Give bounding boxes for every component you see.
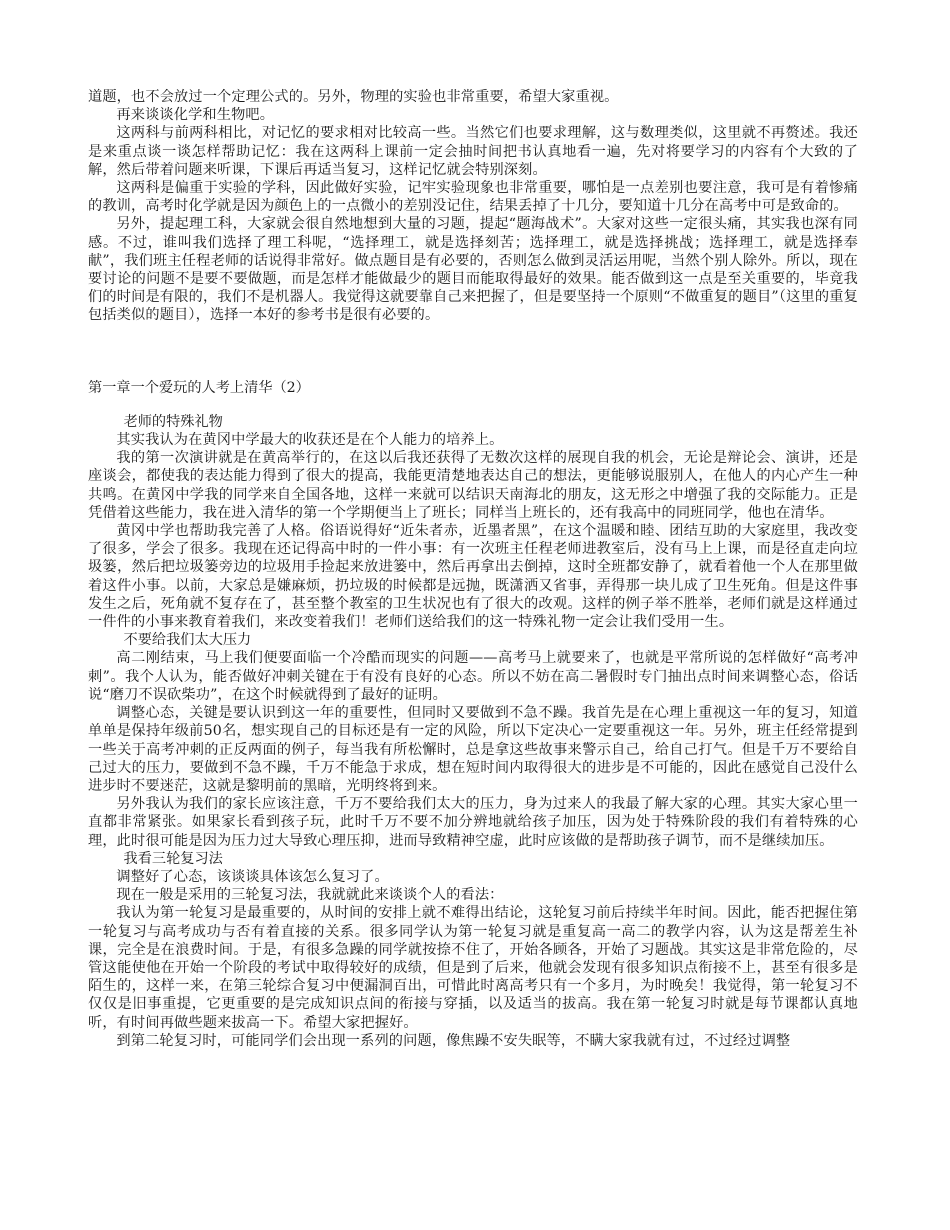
chapter-title: 第一章一个爱玩的人考上清华（2）: [88, 379, 310, 396]
paragraph: 其实我认为在黄冈中学最大的收获还是在个人能力的培养上。: [116, 432, 504, 449]
paragraph: 黄冈中学也帮助我完善了人格。俗语说得好“近朱者赤，近墨者黑”，在这个温暖和睦、团结互助的大家庭里，我改变了很多，学会了很多。我现在还记得高中时的一件小事：有一次班主任程老师进教室后，没有马上上课，而是径直走向垃圾篓，然后把垃圾篓旁边的垃圾用手捡起来放进篓中，然后再拿出去倒掉，这时全班都安静了，就看着他一个人在那里做着这件小事。以前，大家总是嫌麻烦，扔垃圾的时候都是远抛，既潇洒又省事，弄得那一块儿成了卫生死角。但是这件事发生之后，死角就不复存在了，甚至整个教室的卫生状况也有了很大的改观。这样的例子举不胜举，老师们就是这样通过一件件的小事来教育着我们，来改变着我们！老师们送给我们的这一特殊礼物一定会让我们受用一生。: [88, 523, 858, 631]
section-gap: [88, 325, 858, 379]
paragraph: 这两科是偏重于实验的学科，因此做好实验，记牢实验现象也非常重要，哪怕是一点差别也要注意，我可是有着惨痛的教训，高考时化学就是因为颜色上的一点微小的差别没记住，结果丢掉了十几分，要知道十几分在高考中可是致命的。: [88, 180, 858, 215]
paragraph: 再来谈谈化学和生物吧。: [116, 107, 275, 124]
paragraph: 我的第一次演讲就是在黄高举行的，在这以后我还获得了无数次这样的展现自我的机会，无论是辩论会、演讲，还是座谈会，都使我的表达能力得到了很大的提高，我能更清楚地表达自己的想法，更能够说服别人，在他人的内心产生一种共鸣。在黄冈中学我的同学来自全国各地，这样一来就可以结识天南海北的朋友，这无形之中增强了我的交际能力。正是凭借着这些能力，我在进入清华的第一个学期便当上了班长；同样当上班长的，还有我高中的同班同学，他也在清华。: [88, 450, 858, 521]
document-page: [88, 88, 858, 1050]
paragraph: 另外，提起理工科，大家就会很自然地想到大量的习题，提起“题海战术”。大家对这些一定很头痛，其实我也深有同感。不过，谁叫我们选择了理工科呢，“选择理工，就是选择刻苦；选择理工，就是选择挑战；选择理工，就是选择奉献”，我们班主任程老师的话说得非常好。做点题目是有必要的，否则怎么做到灵活运用呢，当然个别人除外。所以，现在要讨论的问题不是要不要做题，而是怎样才能做最少的题目而能取得最好的效果。能否做到这一点是至关重要的，毕竟我们的时间是有限的，我们不是机器人。我觉得这就要靠自己来把握了，但是要坚持一个原则“不做重复的题目”（这里的重复包括类似的题目），选择一本好的参考书是很有必要的。: [88, 216, 858, 324]
section-heading: 不要给我们太大压力: [123, 632, 252, 649]
paragraph: 现在一般是采用的三轮复习法，我就就此来谈谈个人的看法：: [116, 887, 504, 904]
paragraph: 这两科与前两科相比，对记忆的要求相对比较高一些。当然它们也要求理解，这与数理类似，这里就不再赘述。我还是来重点谈一谈怎样帮助记忆：我在这两科上课前一定会抽时间把书认真地看一遍，先对将要学习的内容有个大致的了解，然后带着问题来听课，下课后再适当复习，这样记忆就会特别深刻。: [88, 125, 858, 178]
paragraph: 到第二轮复习时，可能同学们会出现一系列的问题，像焦躁不安失眠等，不瞒大家我就有过，不过经过调整: [116, 1032, 791, 1049]
paragraph: 调整好了心态，该谈谈具体该怎么复习了。: [116, 868, 389, 885]
section-heading: 我看三轮复习法: [123, 850, 223, 867]
paragraph: 道题，也不会放过一个定理公式的。另外，物理的实验也非常重要，希望大家重视。: [88, 89, 619, 105]
section-heading: 老师的特殊礼物: [123, 413, 223, 430]
paragraph: 调整心态，关键是要认识到这一年的重要性，但同时又要做到不急不躁。我首先是在心理上重视这一年的复习，知道单单是保持年级前50名，想实现自己的目标还是有一定的风险，所以下定决心一定要重视这一年。另外，班主任经常提到一些关于高考冲刺的正反两面的例子，每当我有所松懈时，总是拿这些故事来警示自己，给自己打气。但是千万不要给自己过大的压力，要做到不急不躁，千万不能急于求成，想在短时间内取得很大的进步是不可能的，因此在感觉自己没什么进步时不要迷茫，这就是黎明前的黑暗，光明终将到来。: [88, 705, 858, 794]
paragraph: 另外我认为我们的家长应该注意，千万不要给我们太大的压力，身为过来人的我最了解大家的心理。其实大家心里一直都非常紧张。如果家长看到孩子玩，此时千万不要不加分辨地就给孩子加压，因为处于特殊阶段的我们有着特殊的心理，此时很可能是因为压力过大导致心理压抑，进而导致精神空虚，此时应该做的是帮助孩子调节，而不是继续加压。: [88, 796, 858, 849]
paragraph: 高二刚结束，马上我们便要面临一个冷酷而现实的问题——高考马上就要来了，也就是平常所说的怎样做好“高考冲刺”。我个人认为，能否做好冲刺关键在于有没有良好的心态。所以不妨在高二暑假时专门抽出点时间来调整心态，俗话说“磨刀不误砍柴功”，在这个时候就得到了最好的证明。: [88, 650, 858, 703]
paragraph: 我认为第一轮复习是最重要的，从时间的安排上就不难得出结论，这轮复习前后持续半年时间。因此，能否把握住第一轮复习与高考成功与否有着直接的关系。很多同学认为第一轮复习就是重复高一高二的教学内容，认为这是帮差生补课，完全是在浪费时间。于是，有很多急躁的同学就按捺不住了，开始各顾各，开始了习题战。其实这是非常危险的，尽管这能使他在开始一个阶段的考试中取得较好的成绩，但是到了后来，他就会发现有很多知识点衔接不上，甚至有很多是陌生的，这样一来，在第三轮综合复习中便漏洞百出，可惜此时离高考只有一个多月，为时晚矣！我觉得，第一轮复习不仅仅是旧事重提，它更重要的是完成知识点间的衔接与穿插，以及适当的拔高。我在第一轮复习时就是每节课都认真地听，有时间再做些题来拔高一下。希望大家把握好。: [88, 905, 858, 1031]
